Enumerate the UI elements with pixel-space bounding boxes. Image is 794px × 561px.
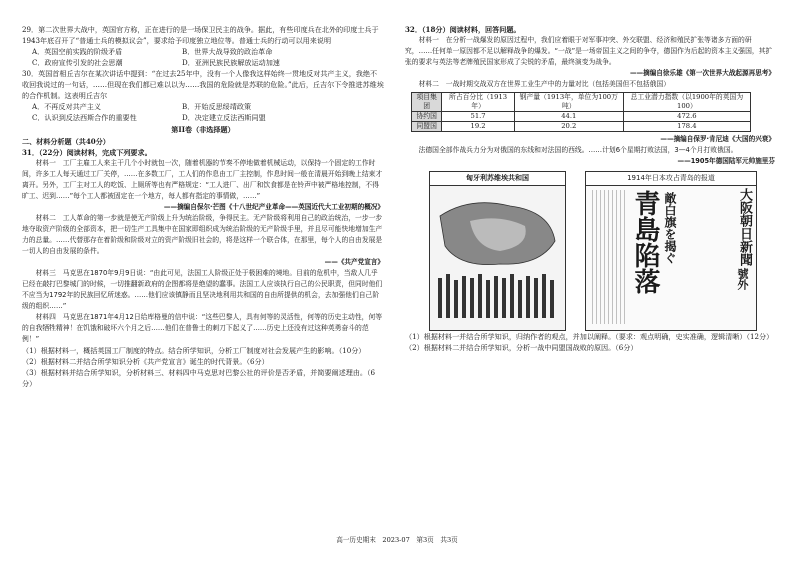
map-figure (429, 171, 566, 331)
table-header: 项目集团 (412, 93, 442, 112)
q30-option-b: B．开始反思绥靖政策 (182, 102, 252, 111)
question-31: 31．（22分）阅读材料，完成下列要求。 (22, 148, 152, 157)
table-cell: 协约国 (412, 112, 442, 122)
task-31-2: （2）根据材料二并结合所学知识分析《共产党宣言》诞生的时代背景。（6分） (22, 357, 269, 366)
question-29: 29．第二次世界大战中，英国官方称，正在进行的是一场保卫民主的战争。据此，有些印度兵在北外的印度士兵于1943年底召开了“普通士兵的模拟议会”，要求给予印度独立地位等。普通士兵的行动可以用来说明 (22, 25, 379, 45)
part-title: 二、材料分析题（共40分） (22, 137, 110, 146)
task-32-1: （1）根据材料一并结合所学知识，归纳作者的观点，并加以阐释。（要求：观点明确，史实准确，逻辑清晰）（12分） (405, 332, 774, 341)
table-header: 钢产量（1913年，单位为100万吨） (514, 93, 623, 112)
table-row (412, 112, 751, 122)
q30-option-a: A．不再反对共产主义 (32, 102, 101, 111)
newspaper-columns (592, 190, 626, 324)
r-material-3: 法德国全部作战兵力分为对俄国的东线和对法国的西线。……计划6个星期打败法国，3—4个月打败俄国。 (418, 146, 738, 154)
table-header: 所占百分比（1913年） (442, 93, 514, 112)
table-cell: 472.6 (623, 112, 750, 122)
material-1: 材料一 工厂主雇工人来主干几个小时就包一次，随着机器的节奏不停地做着机械运动，以保持一个固定的工作时间，许多工人每天通过工厂关停，……在多数工厂，工人们的作息由工厂主控制，作息时间一般在清晨开始到晚上结束才离开。另外，工厂主对工人的吃饭、上厕所等也有严格规定：“工人进厂、出厂和饮食都是在铃声中被严格地控制，不得旷工、迟到……”每个工人都被固定在一个地方，每人都有指定的事情做，……” (22, 159, 383, 200)
page-footer: 高一历史期末 2023-07 第3页 共3页 (336, 536, 458, 544)
figures (405, 171, 775, 331)
q29-option-b: B．世界大战导致的政治革命 (182, 47, 273, 56)
table-cell: 20.2 (514, 122, 623, 132)
task-32-2: （2）根据材料二并结合所学知识，分析一战中同盟国战败的原因。（6分） (405, 343, 638, 352)
r-material-1: 材料一 在分析一战爆发的原因过程中，我们应着眼于对军事冲突、外交联盟、经济和殖民扩张等诸多方面的研究，……任何单一原因都不足以解释战争的爆发。“一战”是一场帝国主义之间的争夺，德国作为后起的资本主义强国，其扩张的要求与英法等老牌殖民国家形成了尖锐的矛盾，最终演变为战争。 (405, 36, 773, 66)
r-source-1: ——摘编自徐乐雄《第一次世界大战起源再思考》 (629, 69, 775, 77)
material-3: 材料三 马克思在1870年9月9日说：“由此可见，法国工人阶级正处于极困难的境地。目前的危机中，当敌人几乎已经在敲打巴黎城门的时候，一切推翻新政府的企图都将是绝望的蠢事。法国工人应该执行自己的公民职责，但同时他们不应当为1792年的民族回忆所迷惑。……他们应该镇静而且坚决地利用共和国的自由所提供的机会，去加强他们自己阶级的组织……” (22, 269, 383, 310)
question-30: 30．英国首相丘吉尔在某次讲话中提到：“在过去25年中，没有一个人像我这样始终一贯地反对共产主义，我绝不收回我说过的一句话，……但现在我们都已难以以为……我国的危险就是苏联的危险。”此后，丘吉尔下令推进苏维埃的合作机制。这表明丘吉尔 (22, 69, 384, 100)
newspaper-caption: 1914年日本攻占青岛的报道 (586, 172, 756, 186)
r-source-3: ——1905年德国陆军元帅施里芬 (677, 157, 775, 165)
section-title: 第II卷（非选择题） (171, 125, 235, 134)
q30-options (22, 101, 384, 123)
industry-table (411, 92, 751, 132)
newspaper-figure (585, 171, 757, 331)
table-cell: 51.7 (442, 112, 514, 122)
left-column (22, 24, 384, 389)
q30-option-d: D．决定建立反法西斯同盟 (182, 113, 266, 122)
map-title: 匈牙利苏维埃共和国 (430, 172, 565, 186)
material-2: 材料二 工人革命的第一步就是使无产阶级上升为统治阶级，争得民主。无产阶级将利用自己的政治统治，一步一步地夺取资产阶级的全部资本，把一切生产工具集中在国家即组织成为统治阶级的无产阶级手里，并且尽可能快地增加生产力的总量。……代替那存在着阶级和阶级对立的资产阶级旧社会的，将是这样一个联合体，在那里，每个人的自由发展是一切人的自由发展的条件。 (22, 214, 383, 255)
task-31-3: （3）根据材料并结合所学知识，分析材料三、材料四中马克思对巴黎公社的评价是否矛盾，并简要阐述理由。（6分） (22, 368, 376, 388)
q30-option-c: C．认识到反法西斯合作的重要性 (32, 113, 137, 122)
newspaper-masthead: 大阪朝日新聞 (737, 188, 752, 266)
newspaper-subhead: 敵白旗を揭ぐ (663, 192, 677, 264)
right-column (405, 24, 775, 353)
q29-option-c: C．政府宣传引发的社会思潮 (32, 58, 123, 67)
table-header: 总工业潜力指数（以1900年的英国为100） (623, 93, 750, 112)
task-31-1: （1）根据材料一，概括英国工厂制度的特点。结合所学知识，分析工厂制度对社会发展产生的影响。（10分） (22, 346, 366, 355)
q29-option-d: D．亚洲民族民族解放运动加速 (182, 58, 280, 67)
table-row (412, 122, 751, 132)
newspaper-headline: 青島陷落 (630, 190, 660, 294)
table-cell: 19.2 (442, 122, 514, 132)
source-1: ——摘编自保尔·芒图《十八世纪产业革命——英国近代大工业初期的概况》 (163, 203, 384, 211)
map-illustration (430, 186, 565, 331)
source-2: ——《共产党宣言》 (324, 258, 384, 266)
table-cell: 44.1 (514, 112, 623, 122)
material-4: 材料四 马克思在1871年4月12日给库格曼的信中说：“这些巴黎人，具有何等的灵活性，何等的历史主动性，何等的自我牺牲精神！在饥饿和破坏六个月之后……他们在普鲁士的刺刀下起义了……历史上还没有过这种英勇奋斗的范例！” (22, 313, 383, 343)
table-cell: 同盟国 (412, 122, 442, 132)
table-header-row (412, 93, 751, 112)
q29-options (22, 46, 384, 68)
table-cell: 178.4 (623, 122, 750, 132)
question-32: 32．（18分）阅读材料，回答问题。 (405, 25, 521, 34)
r-material-2: 材料二 一战时期交战双方在世界工业生产中的力量对比（包括美国但不包括俄国） (418, 80, 671, 88)
newspaper-extra: 號外 (736, 268, 749, 290)
q29-option-a: A．英国空前实践的阶级矛盾 (32, 47, 123, 56)
r-source-2: ——摘编自保罗·肯尼迪《大国的兴衰》 (660, 135, 775, 143)
